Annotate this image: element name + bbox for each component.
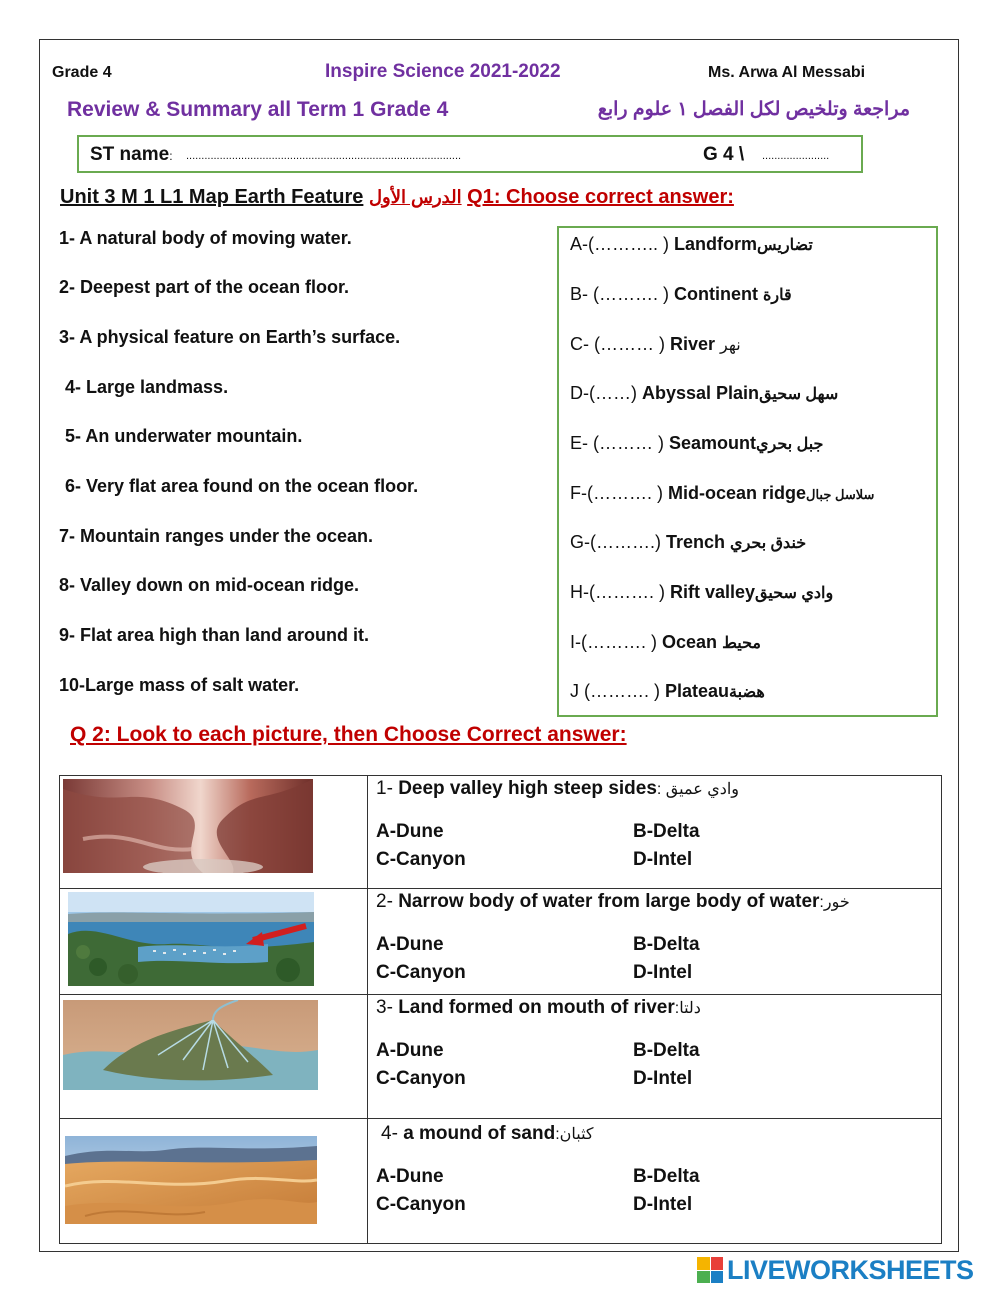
image-cell xyxy=(60,995,368,1119)
q1-heading xyxy=(60,186,734,209)
picture-question: 3- Land formed on mouth of river:دلتا xyxy=(376,997,701,1018)
option-b[interactable]: B-Delta xyxy=(633,1166,700,1187)
table-row xyxy=(60,995,942,1119)
option-c[interactable]: C-Canyon xyxy=(376,1194,466,1215)
picture-options xyxy=(376,1163,933,1219)
class-field[interactable]: ...................... xyxy=(762,150,830,162)
q1-question: 8- Valley down on mid-ocean ridge. xyxy=(59,575,360,595)
option-d[interactable]: D-Intel xyxy=(633,849,693,870)
liveworksheets-logo-icon xyxy=(697,1257,723,1283)
table-row xyxy=(60,1119,942,1244)
q1-question: 3- A physical feature on Earth’s surface. xyxy=(59,327,401,347)
image-cell xyxy=(60,889,368,995)
teacher-name: Ms. Arwa Al Messabi xyxy=(708,64,866,81)
q1-question: 2- Deepest part of the ocean floor. xyxy=(59,277,350,297)
class-label: G 4 \ xyxy=(703,144,745,165)
answer-option[interactable]: C- (……… ) River نهر xyxy=(570,334,741,354)
liveworksheets-logo xyxy=(697,1255,974,1285)
option-b[interactable]: B-Delta xyxy=(633,934,700,955)
q2-instruction: Q 2: Look to each picture, then Choose Correct answer: xyxy=(70,723,627,746)
option-d[interactable]: D-Intel xyxy=(633,1194,693,1215)
option-a[interactable]: A-Dune xyxy=(376,1040,444,1061)
option-d[interactable]: D-Intel xyxy=(633,962,693,983)
picture-options xyxy=(376,1037,933,1093)
picture-question: 2- Narrow body of water from large body of water:خور xyxy=(376,891,850,912)
q1-question: 1- A natural body of moving water. xyxy=(59,228,352,248)
answer-option[interactable]: H-(………. ) Rift valleyوادي سحيق xyxy=(570,582,834,602)
option-a[interactable]: A-Dune xyxy=(376,934,444,955)
worksheet-title: Inspire Science 2021-2022 xyxy=(325,61,561,82)
answer-option[interactable]: E- (……… ) Seamountجبل بحري xyxy=(570,433,824,453)
review-heading: Review & Summary all Term 1 Grade 4 xyxy=(67,98,449,121)
student-name-label: ST name: xyxy=(90,144,173,165)
q1-question: 10-Large mass of salt water. xyxy=(59,675,300,695)
review-heading-arabic: مراجعة وتلخيص لكل الفصل ١ علوم رابع xyxy=(597,99,910,120)
question-cell xyxy=(368,1119,942,1244)
option-a[interactable]: A-Dune xyxy=(376,1166,444,1187)
unit-title: Unit 3 M 1 L1 Map Earth Feature xyxy=(60,186,364,208)
image-cell xyxy=(60,1119,368,1244)
option-b[interactable]: B-Delta xyxy=(633,821,700,842)
image-cell xyxy=(60,776,368,889)
option-c[interactable]: C-Canyon xyxy=(376,849,466,870)
question-cell xyxy=(368,889,942,995)
option-b[interactable]: B-Delta xyxy=(633,1040,700,1061)
question-cell xyxy=(368,776,942,889)
option-c[interactable]: C-Canyon xyxy=(376,962,466,983)
dune-photo xyxy=(65,1136,317,1224)
answer-option[interactable]: A-(……….. ) Landformتضاريس xyxy=(570,234,813,254)
answer-option[interactable]: I-(………. ) Ocean محيط xyxy=(570,632,761,652)
table-row xyxy=(60,889,942,995)
answer-option[interactable]: D-(……) Abyssal Plainسهل سحيق xyxy=(570,383,839,403)
q1-question: 6- Very flat area found on the ocean floor. xyxy=(65,476,419,496)
canyon-photo xyxy=(63,779,313,873)
option-c[interactable]: C-Canyon xyxy=(376,1068,466,1089)
picture-question: 4- a mound of sand:كثبان xyxy=(381,1123,594,1144)
option-a[interactable]: A-Dune xyxy=(376,821,444,842)
delta-photo xyxy=(63,1000,318,1090)
liveworksheets-logo-text: LIVEWORKSHEETS xyxy=(727,1254,974,1285)
answer-option[interactable]: B- (………. ) Continent قارة xyxy=(570,284,792,304)
inlet-photo xyxy=(68,892,314,986)
question-cell xyxy=(368,995,942,1119)
answer-option[interactable]: J (………. ) Plateauهضبة xyxy=(570,681,765,701)
answer-option[interactable]: G-(……….) Trench خندق بحري xyxy=(570,532,807,552)
table-row xyxy=(60,776,942,889)
unit-title-arabic: الدرس الأول xyxy=(368,187,462,207)
q1-question: 9- Flat area high than land around it. xyxy=(59,625,370,645)
picture-options xyxy=(376,818,933,874)
q1-question: 7- Mountain ranges under the ocean. xyxy=(59,526,374,546)
q1-instruction: Q1: Choose correct answer: xyxy=(467,186,734,208)
picture-questions-table xyxy=(59,775,942,1244)
picture-question: 1- Deep valley high steep sides: وادي عميق xyxy=(376,778,740,799)
grade-label: Grade 4 xyxy=(52,64,112,81)
option-d[interactable]: D-Intel xyxy=(633,1068,693,1089)
q1-question: 5- An underwater mountain. xyxy=(65,426,303,446)
q1-question: 4- Large landmass. xyxy=(65,377,229,397)
student-name-field[interactable]: .......................................................................................... xyxy=(186,150,462,162)
picture-options xyxy=(376,931,933,987)
answer-option[interactable]: F-(………. ) Mid-ocean ridgeسلاسل جبال xyxy=(570,483,875,503)
